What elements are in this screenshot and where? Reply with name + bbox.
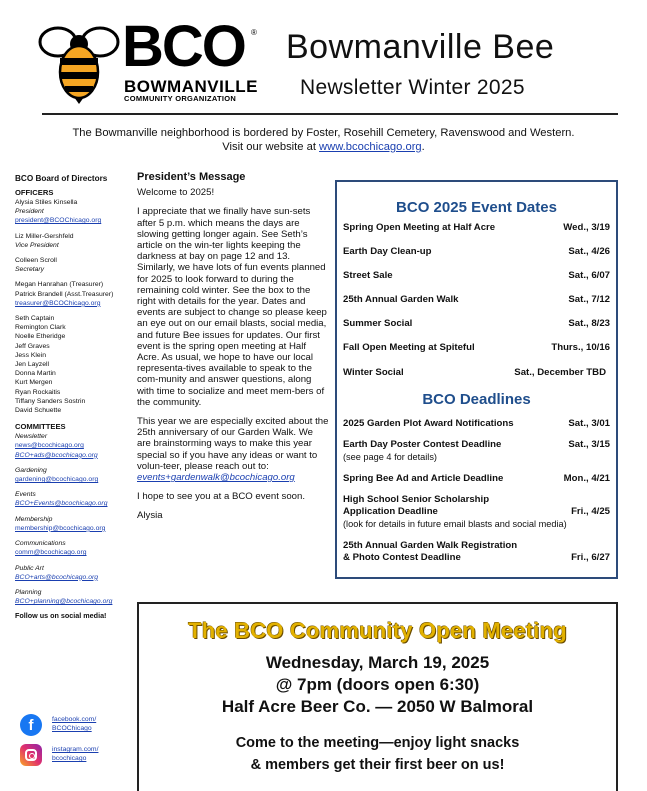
meeting-invite [139, 732, 616, 776]
logo-tagline: COMMUNITY ORGANIZATION [124, 94, 237, 103]
deadline-date: Fri., 6/27 [571, 551, 610, 563]
committee-name: Planning [15, 588, 42, 596]
officers-heading: OFFICERS [15, 188, 54, 197]
bee-logo-icon [38, 20, 120, 104]
director-name: Tiffany Sanders Sostrin [15, 397, 86, 405]
treasurer-email-link[interactable]: treasurer@BCOChicago.org [15, 299, 101, 307]
officer-role: President [15, 208, 44, 216]
officer-role: Vice President [15, 241, 59, 249]
logo-subtitle: BOWMANVILLE [124, 77, 258, 96]
event-name: 25th Annual Garden Walk [343, 294, 459, 306]
deadline-name: 2025 Garden Plot Award Notifications [343, 417, 514, 429]
event-row [343, 222, 610, 234]
intro-line-2 [0, 140, 647, 154]
instagram-row[interactable] [20, 744, 130, 766]
deadline-date: Mon., 4/21 [563, 472, 610, 484]
gardenwalk-email-link[interactable]: events+gardenwalk@bcochicago.org [137, 472, 295, 484]
intro-suffix: . [421, 141, 425, 153]
committee-email-link[interactable]: BCO+ads@bcochicago.org [15, 451, 98, 459]
invite-line: Come to the meeting—enjoy light snacks [235, 735, 520, 751]
deadline-name-line: High School Senior Scholarship [343, 494, 490, 506]
director-name: Ryan Rockaitis [15, 388, 61, 396]
message-paragraph: I hope to see you at a BCO event soon. [137, 491, 305, 503]
event-date: Sat., December TBD [514, 366, 606, 378]
presidents-message [137, 172, 329, 530]
message-text: This year we are especially excited about the 25th anniversary of our Garden Walk. We are brainstorming ways to make this year special so if you have any ideas or want to volun-teer, please reach out to: [137, 416, 329, 472]
deadline-note: (see page 4 for details) [343, 452, 437, 463]
event-date: Thurs., 10/16 [551, 342, 610, 354]
event-date: Sat., 4/26 [568, 246, 610, 258]
event-name: Winter Social [343, 366, 404, 378]
president-email-link[interactable]: president@BCOChicago.org [15, 217, 102, 225]
event-row [343, 342, 610, 354]
intro-line: The Bowmanville neighborhood is bordered by Foster, Rosehill Cemetery, Ravenswood and Western. [72, 127, 575, 139]
message-paragraph: I appreciate that we finally have sun-sets after 5 p.m. which means the days are slowing getting longer again. See Seth’s article on the win-ter lights keeping the darkness at bay on page 12 and 13. Similarly, we have lots of fun events planned for 2025 to look forward to during the remaining cold winter. See the box to the right with details for the year. Dates and events are subject to change so please keep an eye out on our email blasts, social media, and future Bee issues for updates. Our first event is the spring open meeting at Half Acre. As usual, we hope to have our local representa-tives available to speak to the com-munity and answer questions, along with time to socialize and meet mem-bers of the community. [137, 206, 327, 408]
officer-name: Colleen Scroll [15, 257, 57, 265]
invite-line: & members get their first beer on us! [250, 757, 505, 773]
director-name: Seth Captain [15, 315, 55, 323]
open-meeting-box [137, 602, 618, 791]
deadline-row [343, 439, 610, 463]
facebook-link[interactable] [52, 716, 96, 733]
deadline-date: Sat., 3/01 [568, 417, 610, 429]
committee-name: Newsletter [15, 433, 48, 441]
intro-prefix: Visit our website at [222, 141, 320, 153]
treasurer-name: Megan Hanrahan (Treasurer) [15, 281, 104, 289]
newsletter-issue: Newsletter Winter 2025 [300, 76, 525, 99]
masthead [0, 0, 647, 120]
event-row [343, 294, 610, 306]
instagram-link-line: bcochicago [52, 755, 87, 762]
committee-name: Public Art [15, 564, 44, 572]
director-name: Noelle Etheridge [15, 333, 66, 341]
committee-email-link[interactable]: gardening@bcochicago.org [15, 476, 99, 484]
officer-name: Alysia Stiles Kinsella [15, 199, 78, 206]
director-name: Kurt Mergen [15, 379, 53, 387]
signature: Alysia [137, 510, 163, 522]
facebook-row[interactable] [20, 714, 130, 736]
event-name: Spring Open Meeting at Half Acre [343, 222, 496, 233]
deadline-name: Earth Day Poster Contest Deadline [343, 439, 502, 451]
officer-name: Liz Miller-Gershfeld [15, 232, 74, 240]
event-dates-box [335, 180, 618, 579]
message-paragraph [137, 416, 329, 483]
committee-email-link[interactable]: BCO+planning@bcochicago.org [15, 598, 113, 606]
social-links [20, 714, 130, 774]
facebook-icon[interactable]: f [20, 714, 42, 736]
intro-text [0, 126, 647, 154]
event-row [343, 246, 610, 258]
meeting-place: Half Acre Beer Co. — 2050 W Balmoral [221, 697, 534, 716]
director-name: Donna Martin [15, 370, 56, 378]
board-sidebar [15, 173, 130, 621]
committee-email-link[interactable]: membership@bcochicago.org [15, 524, 106, 532]
event-name: Summer Social [343, 318, 413, 330]
event-row [343, 318, 610, 330]
open-meeting-title: The BCO Community Open Meeting [188, 618, 567, 643]
meeting-details [139, 652, 616, 718]
instagram-icon[interactable] [20, 744, 42, 766]
event-row [343, 270, 610, 282]
event-dates-title: BCO 2025 Event Dates [396, 199, 557, 216]
deadline-note: (look for details in future email blasts and social media) [343, 519, 567, 530]
registered-mark: ® [251, 28, 257, 37]
deadline-name-line: 25th Annual Garden Walk Registration [343, 539, 518, 551]
meeting-time: @ 7pm (doors open 6:30) [275, 675, 480, 694]
board-title: BCO Board of Directors [15, 174, 108, 183]
deadline-name: & Photo Contest Deadline [343, 551, 461, 563]
deadline-name: Application Deadline [343, 506, 438, 518]
committee-email-link[interactable]: news@bcochicago.org [15, 442, 84, 450]
event-date: Wed., 3/19 [563, 222, 610, 233]
committee-email-link[interactable]: comm@bcochicago.org [15, 549, 87, 557]
committees-heading: COMMITTEES [15, 422, 66, 432]
facebook-link-line: BCOChicago [52, 725, 92, 732]
deadline-name: Spring Bee Ad and Article Deadline [343, 472, 504, 484]
event-date: Sat., 7/12 [568, 294, 610, 306]
instagram-link[interactable] [52, 746, 98, 763]
director-name: David Schuette [15, 407, 62, 415]
event-name: Street Sale [343, 270, 393, 282]
website-link[interactable]: www.bcochicago.org [319, 141, 422, 153]
deadline-row [343, 418, 610, 430]
newsletter-title: Bowmanville Bee [286, 28, 555, 66]
event-name: Fall Open Meeting at Spiteful [343, 342, 475, 354]
presidents-message-title: President’s Message [137, 171, 246, 183]
instagram-link-line: instagram.com/ [52, 746, 99, 754]
meeting-date: Wednesday, March 19, 2025 [265, 653, 490, 672]
committee-email-link[interactable]: BCO+arts@bcochicago.org [15, 573, 99, 581]
committee-name: Events [15, 491, 36, 499]
event-row [343, 367, 610, 379]
treasurer-name: Patrick Brandell (Asst.Treasurer) [15, 290, 114, 298]
director-name: Jess Klein [15, 351, 46, 359]
deadline-row [343, 473, 610, 485]
social-heading: Follow us on social media! [15, 611, 107, 621]
director-name: Remington Clark [15, 324, 66, 332]
deadline-date: Sat., 3/15 [568, 439, 610, 451]
committee-name: Communications [15, 540, 66, 548]
deadline-date: Fri., 4/25 [571, 506, 610, 518]
committee-name: Membership [15, 515, 53, 523]
committee-email-link[interactable]: BCO+Events@bcochicago.org [15, 500, 108, 508]
logo-text: BCO [122, 14, 245, 79]
director-name: Jen Layzell [15, 361, 50, 369]
committee-name: Gardening [15, 466, 47, 474]
deadlines-title: BCO Deadlines [422, 390, 531, 408]
event-name: Earth Day Clean-up [343, 246, 432, 258]
header-divider [42, 113, 618, 115]
deadline-row [343, 494, 610, 530]
message-paragraph: Welcome to 2025! [137, 187, 215, 199]
deadline-row [343, 540, 610, 564]
director-name: Jeff Graves [15, 342, 50, 350]
event-date: Sat., 6/07 [568, 270, 610, 282]
facebook-link-line: facebook.com/ [52, 716, 97, 724]
officer-role: Secretary [15, 266, 45, 274]
event-date: Sat., 8/23 [568, 318, 610, 330]
